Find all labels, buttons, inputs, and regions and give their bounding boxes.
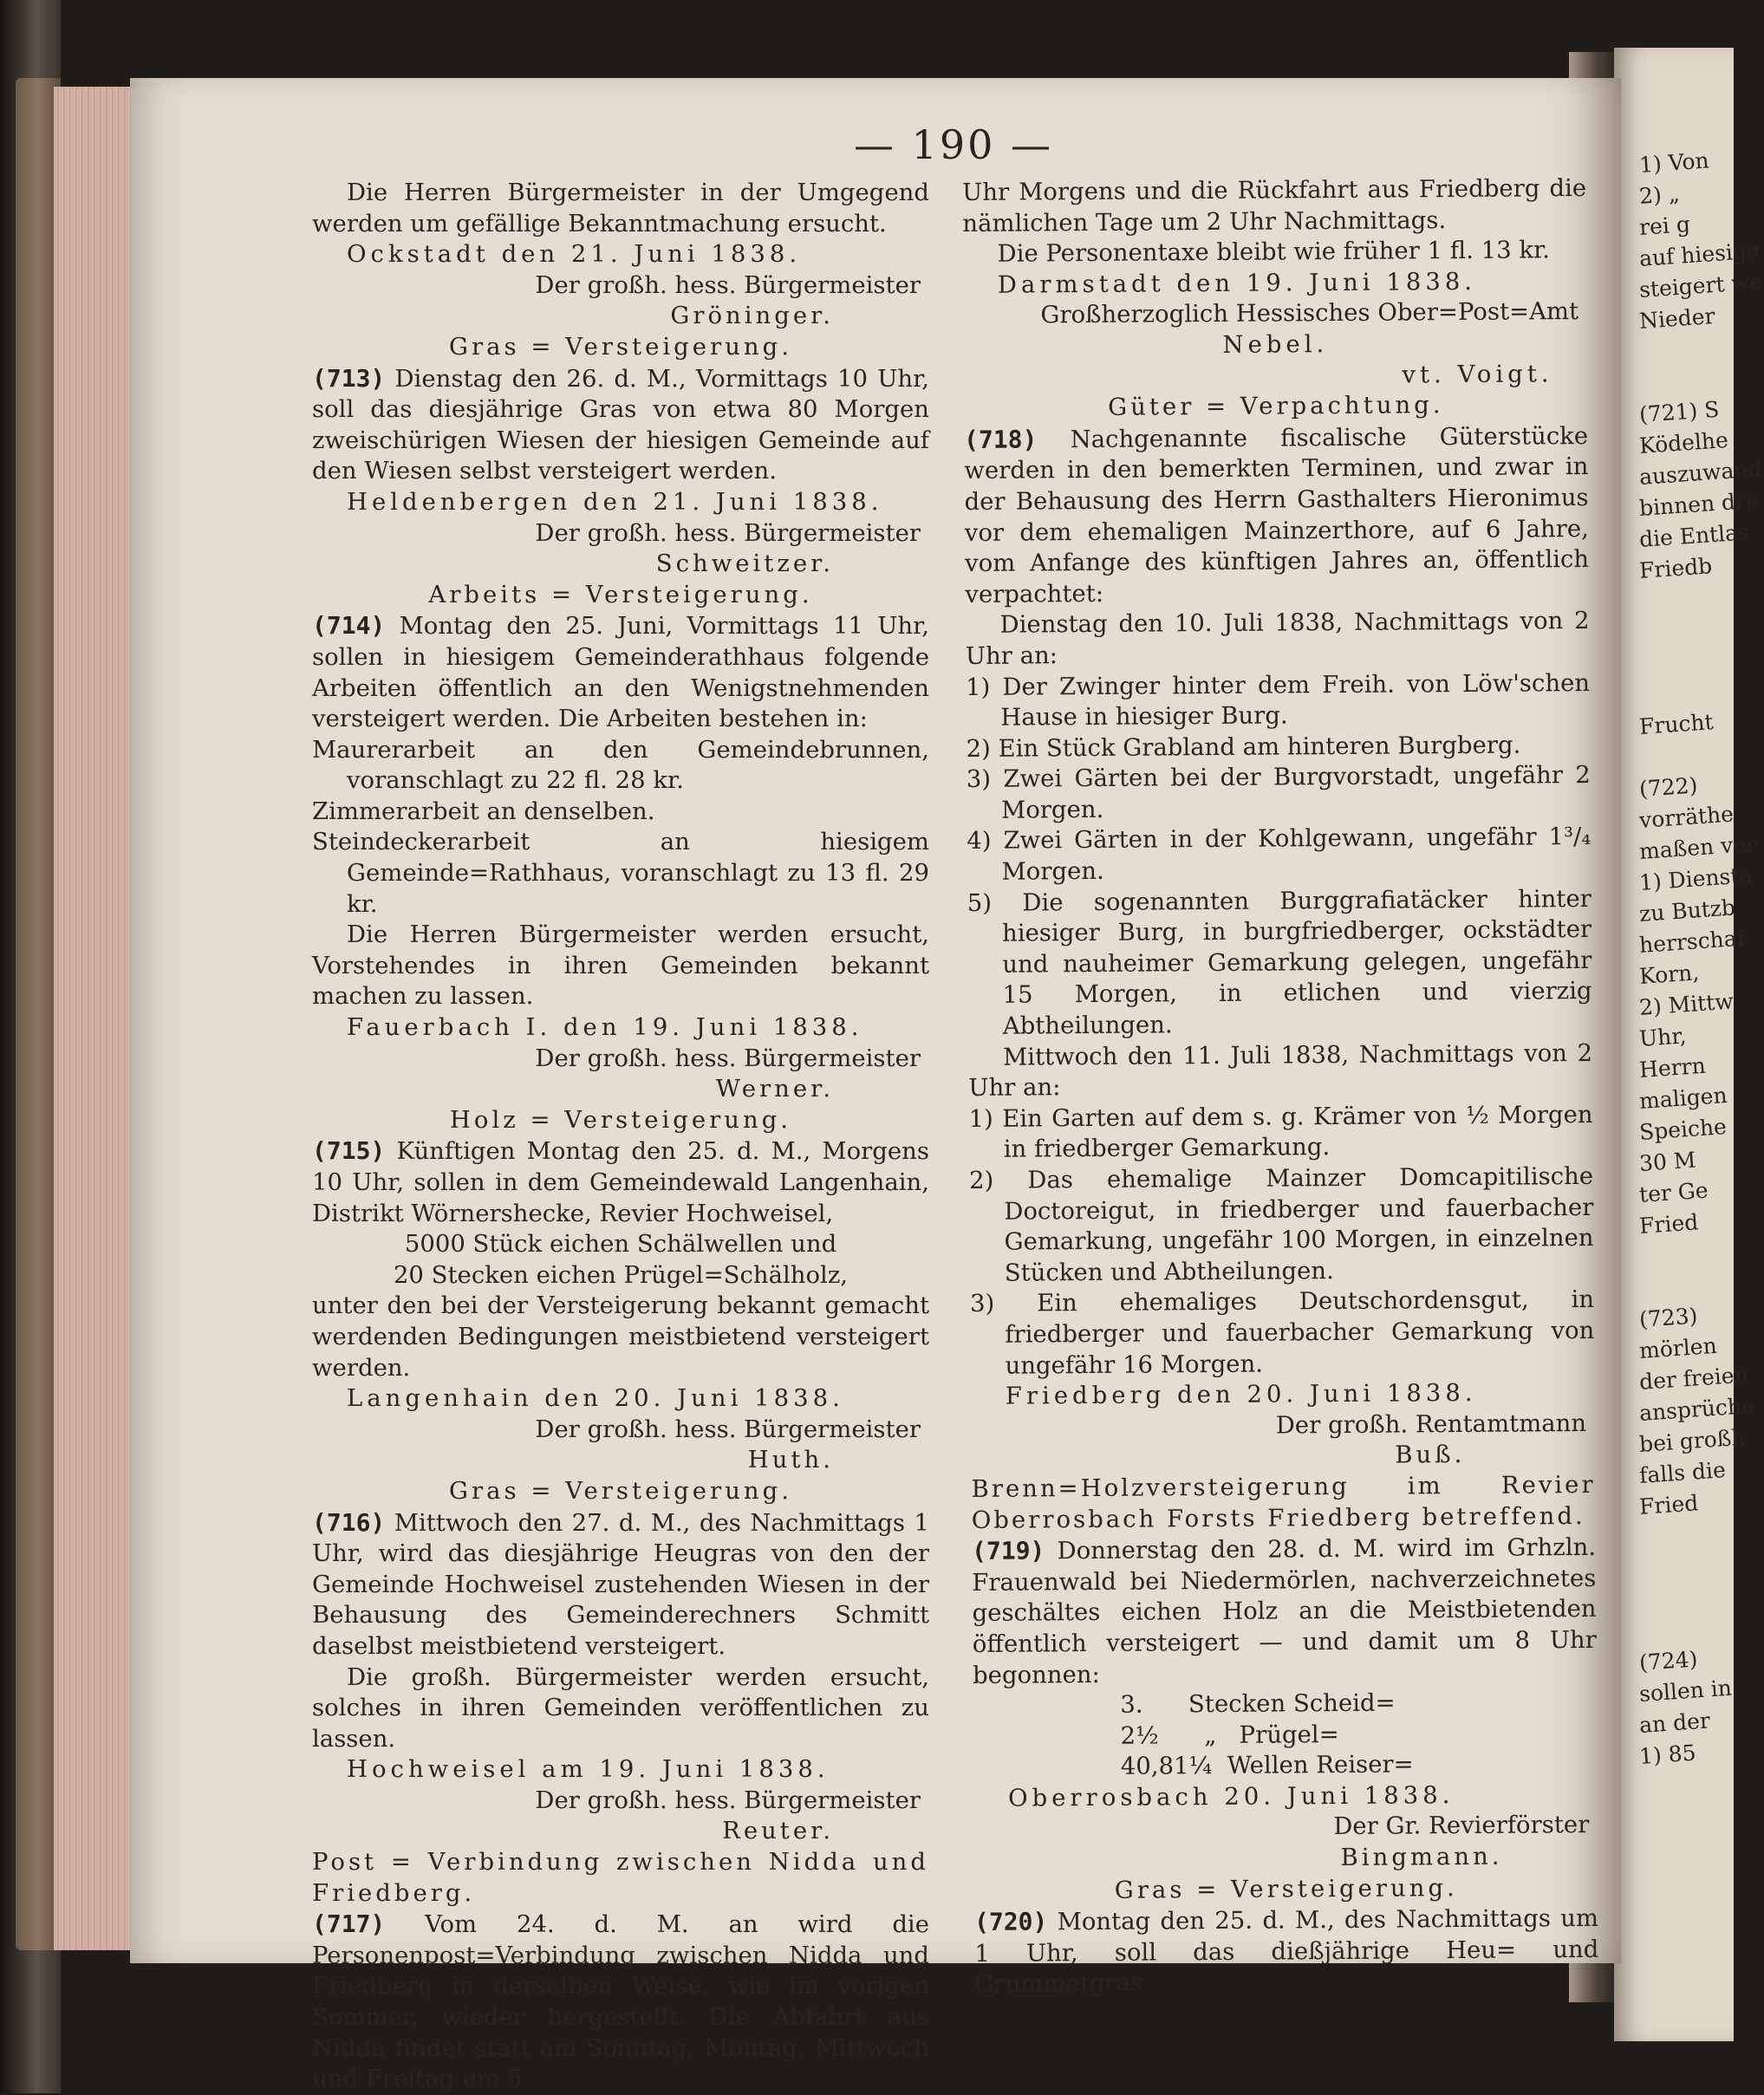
notice-715-text2: unter den bei der Versteigerung bekannt gemacht werdenden Bedingungen meistbietend versteigert werden. [312, 1291, 929, 1382]
notice-719-name: Bingmann. [1340, 1842, 1503, 1872]
page-number: — 190 — [853, 121, 1054, 168]
notice-713-place: Heldenbergen den 21. Juni 1838. [347, 487, 883, 516]
right-column [962, 173, 1599, 2001]
notice-719-heading: Brenn=Holzversteigerung im Revier Oberrosbach Forsts Friedberg betreffend. [971, 1470, 1596, 1534]
notice-719-wood-item: 3. Stecken Scheid= [1120, 1688, 1396, 1719]
notice-718-item: 3) Zwei Gärten bei der Burgvorstadt, ungefähr 2 Morgen. [966, 761, 1591, 824]
notice-719-wood-item: 2½ „ Prügel= [1120, 1720, 1339, 1750]
notice-717-office: Großherzoglich Hessisches Ober=Post=Amt [1040, 297, 1579, 329]
notice-716-heading: Gras = Versteigerung. [449, 1476, 792, 1505]
notice-718-item: 3) Ein ehemaliges Deutschordensgut, in friedberger und fauerbacher Gemarkung von ungefähr 16 Morgen. [969, 1285, 1595, 1380]
next-page-line: zu Butzb [1638, 895, 1736, 927]
notice-717-heading: Post = Verbindung zwischen Nidda und Friedberg. [312, 1848, 929, 1907]
notice-713-name: Schweitzer. [655, 550, 834, 578]
next-page-line: falls die [1638, 1457, 1727, 1488]
intro-signature: Der großh. hess. Bürgermeister [535, 270, 921, 299]
notice-719-place: Oberrosbach 20. Juni 1838. [1007, 1780, 1455, 1812]
notice-714-signature: Der großh. hess. Bürgermeister [535, 1044, 921, 1072]
next-page-line: ansprüche [1638, 1392, 1755, 1426]
notice-715-heading: Holz = Versteigerung. [449, 1105, 792, 1134]
notice-713-signature: Der großh. hess. Bürgermeister [535, 518, 921, 547]
next-page-line: 2) Mittw [1638, 988, 1735, 1020]
notice-718-item: 5) Die sogenannten Burggrafiatäcker hinter hiesiger Burg, in burgfriedberger, ockstädter und nauheimer Gemarkung gelegen, ungefähr 15 Morgen, in etlichen und vierzig Abtheilungen. [967, 884, 1592, 1040]
next-page-line: Speiche [1638, 1114, 1728, 1145]
notice-718-item: 2) Das ehemalige Mainzer Domcapitilische Doctoreigut, in friedberger und fauerbacher Gemarkung, ungefähr 100 Morgen, in einzelnen Stücken und Abtheilungen. [968, 1161, 1594, 1287]
next-page-line: 1) 85 [1638, 1740, 1697, 1769]
next-page-line: rei g [1638, 211, 1691, 240]
notice-715-body: Künftigen Montag den 25. d. M., Morgens 10 Uhr, sollen in dem Gemeindewald Langenhain, Distrikt Wörnershecke, Revier Hochweisel, [312, 1137, 929, 1227]
notice-718-item: 1) Ein Garten auf dem s. g. Krämer von ½ Morgen in friedberger Gemarkung. [968, 1100, 1593, 1164]
intro-text: Die Herren Bürgermeister in der Umgegend werden um gefällige Bekanntmachung ersucht. [312, 179, 929, 237]
notice-717-tax: Die Personentaxe bleibt wie früher 1 fl. 13 kr. [997, 236, 1551, 268]
notice-715-number: (715) [312, 1136, 386, 1166]
next-page-line: (722) [1638, 772, 1699, 802]
notice-714-item: Steindeckerarbeit an hiesigem Gemeinde=Rathhaus, voranschlagt zu 13 fl. 29 kr. [312, 828, 929, 918]
next-page-line: Fried [1638, 1209, 1700, 1239]
notice-720-text [974, 1903, 1599, 2001]
next-page-line: an der [1638, 1708, 1711, 1738]
notice-718-heading: Güter = Verpachtung. [1108, 391, 1444, 421]
next-page-line: maligen [1638, 1082, 1728, 1114]
notice-717-number: (717) [312, 1910, 386, 1939]
page-edges [54, 87, 136, 1950]
notice-715-text [312, 1135, 929, 1229]
notice-718-name: Buß. [1395, 1441, 1466, 1469]
next-page-line: die Entlas [1638, 519, 1750, 552]
notice-713-heading: Gras = Versteigerung. [449, 332, 792, 361]
notice-717-body: Vom 24. d. M. an wird die Personenpost=Verbindung zwischen Nidda und Friedberg in derselben Weise, wie im vorigen Sommer, wieder hergestellt. Die Abfahrt aus Nidda findet statt am Sonntag, Montag, Mittwoch und Freitag um 5 [312, 1910, 929, 2093]
notice-720-heading: Gras = Versteigerung. [1114, 1873, 1458, 1904]
notice-715-place: Langenhain den 20. Juni 1838. [347, 1384, 844, 1413]
notice-718-signature: Der großh. Rentamtmann [1275, 1409, 1587, 1440]
notice-720-body: Montag den 25. d. M., des Nachmittags um 1 Uhr, soll das dießjährige Heu= und Grummetgras [974, 1904, 1599, 1999]
notice-717-officer: Nebel. [1222, 330, 1329, 359]
notice-714-number: (714) [312, 611, 386, 641]
next-page-line: vorräthe [1638, 801, 1735, 833]
notice-714-place: Fauerbach I. den 19. Juni 1838. [347, 1013, 863, 1042]
notice-714-body: Montag den 25. Juni, Vormittags 11 Uhr, sollen in hiesigem Gemeinderathhaus folgende Arbeiten öffentlich an den Wenigstnehmenden versteigert werden. Die Arbeiten bestehen in: [312, 612, 929, 733]
next-page-fragment [1614, 48, 1764, 2041]
next-page-line: Fried [1638, 1490, 1700, 1519]
intro-place: Ockstadt den 21. Juni 1838. [347, 240, 802, 269]
notice-717-text [312, 1909, 929, 2095]
next-page-line: 1) Von [1638, 147, 1710, 178]
notice-716-body: Mittwoch den 27. d. M., des Nachmittags 1 Uhr, wird das diesjährige Heugras von den der Gemeinde Hochweisel zustehenden Wiesen in der Behausung des Gemeinderechners Schmitt daselbst meistbietend versteigert. [312, 1508, 929, 1660]
notice-719-number: (719) [971, 1536, 1045, 1566]
notice-719-text [972, 1532, 1597, 1691]
notice-714-item: Zimmerarbeit an denselben. [312, 797, 655, 825]
notice-715-item: 20 Stecken eichen Prügel=Schälholz, [393, 1260, 849, 1289]
next-page-line: binnen dre [1638, 487, 1760, 521]
next-page-line: Ködelhe [1638, 426, 1729, 459]
next-page-line: ter Ge [1638, 1177, 1709, 1207]
next-page-line: 1) Diensta [1638, 862, 1754, 895]
notice-717-continuation: Uhr Morgens und die Rückfahrt aus Friedberg die nämlichen Tage um 2 Uhr Nachmittags. [962, 173, 1587, 237]
notice-720-number: (720) [973, 1907, 1048, 1937]
notice-713-number: (713) [312, 363, 386, 393]
notice-714-name: Werner. [715, 1075, 834, 1103]
notice-716-place: Hochweisel am 19. Juni 1838. [347, 1755, 830, 1784]
next-page-line: auszuwand [1638, 456, 1763, 490]
notice-713-text [312, 363, 929, 487]
notice-716-number: (716) [312, 1507, 386, 1537]
notice-716-signature: Der großh. hess. Bürgermeister [535, 1786, 921, 1814]
notice-716-name: Reuter. [722, 1817, 834, 1845]
next-page-line: sollen in [1638, 1675, 1733, 1707]
next-page-line: herrschaf [1638, 925, 1746, 958]
next-page-line: auf hiesige [1638, 237, 1761, 271]
notice-718-text [964, 420, 1589, 611]
notice-714-note: Die Herren Bürgermeister werden ersucht, Vorstehendes in ihren Gemeinden bekannt machen zu lassen. [312, 921, 929, 1011]
next-page-line: (723) [1638, 1303, 1699, 1332]
intro-name: Gröninger. [670, 302, 834, 330]
notice-718-item: 1) Der Zwinger hinter dem Freih. von Löw'schen Hause in hiesiger Burg. [965, 668, 1591, 732]
notice-718-item: 2) Ein Stück Grabland am hinteren Burgberg. [966, 731, 1521, 763]
notice-718-body: Nachgenannte fiscalische Güterstücke werden in den bemerkten Terminen, und zwar in der Behausung des Herrn Gasthalters Hieronimus vor dem ehemaligen Mainzerthore, auf 6 Jahre, vom Anfange des künftigen Jahres an, öffentlich verpachtet: [964, 421, 1590, 608]
next-page-line: bei großh [1638, 1424, 1747, 1457]
notice-718-item: 4) Zwei Gärten in der Kohlgewann, ungefähr 1³/₄ Morgen. [967, 823, 1592, 886]
next-page-line: Korn, [1638, 960, 1701, 989]
notice-714-item: Maurerarbeit an den Gemeindebrunnen, voranschlagt zu 22 fl. 28 kr. [312, 735, 929, 795]
next-page-line: steigert we [1638, 269, 1764, 303]
notice-719-signature: Der Gr. Revierförster [1333, 1811, 1590, 1841]
next-page-line: (721) S [1638, 396, 1721, 427]
notice-714-heading: Arbeits = Versteigerung. [428, 580, 813, 608]
next-page-line: Herrn [1638, 1052, 1707, 1083]
next-page-line: maßen ver [1638, 830, 1757, 864]
notice-716-text [312, 1507, 929, 1662]
next-page-line: 30 M [1638, 1147, 1697, 1176]
next-page-line: Frucht [1638, 709, 1715, 739]
notice-719-body: Donnerstag den 28. d. M. wird im Grhzln. Frauenwald bei Niedermörlen, nachverzeichnetes geschältes eichen Holz an die Meistbietenden öffentlich versteigert — und damit um 8 Uhr begonnen: [972, 1533, 1597, 1689]
next-page-line: mörlen [1638, 1332, 1718, 1363]
notice-718-date: Dienstag den 10. Juli 1838, Nachmittags von 2 Uhr an: [965, 607, 1590, 670]
next-page-line: Friedb [1638, 553, 1714, 583]
left-column [312, 178, 929, 2095]
notice-713-body: Dienstag den 26. d. M., Vormittags 10 Uhr, soll das diesjährige Gras von etwa 80 Morgen zweischürigen Wiesen der hiesigen Gemeinde auf den Wiesen selbst versteigert werden. [312, 364, 929, 485]
notice-717-place: Darmstadt den 19. Juni 1838. [997, 267, 1477, 299]
next-page-line: (724) [1638, 1646, 1699, 1675]
notice-715-name: Huth. [747, 1446, 834, 1474]
notice-717-vt: vt. Voigt. [1402, 359, 1553, 389]
notice-718-place: Friedberg den 20. Juni 1838. [1005, 1379, 1477, 1410]
notice-714-text [312, 610, 929, 734]
next-page-line: Uhr, [1638, 1023, 1688, 1051]
notice-715-item: 5000 Stück eichen Schälwellen und [404, 1230, 837, 1259]
notice-715-signature: Der großh. hess. Bürgermeister [535, 1415, 921, 1443]
next-page-line: 2) „ [1638, 180, 1681, 209]
notice-718-number: (718) [963, 425, 1038, 454]
notice-716-note: Die großh. Bürgermeister werden ersucht, solches in ihren Gemeinden veröffentlichen zu lassen. [312, 1662, 929, 1753]
next-page-lines [1614, 48, 1764, 1774]
notice-718-date: Mittwoch den 11. Juli 1838, Nachmittags von 2 Uhr an: [968, 1038, 1593, 1103]
next-page-line: Nieder [1638, 303, 1716, 334]
notice-719-wood-item: 40,81¼ Wellen Reiser= [1120, 1750, 1414, 1781]
next-page-line: der freien [1638, 1362, 1749, 1395]
